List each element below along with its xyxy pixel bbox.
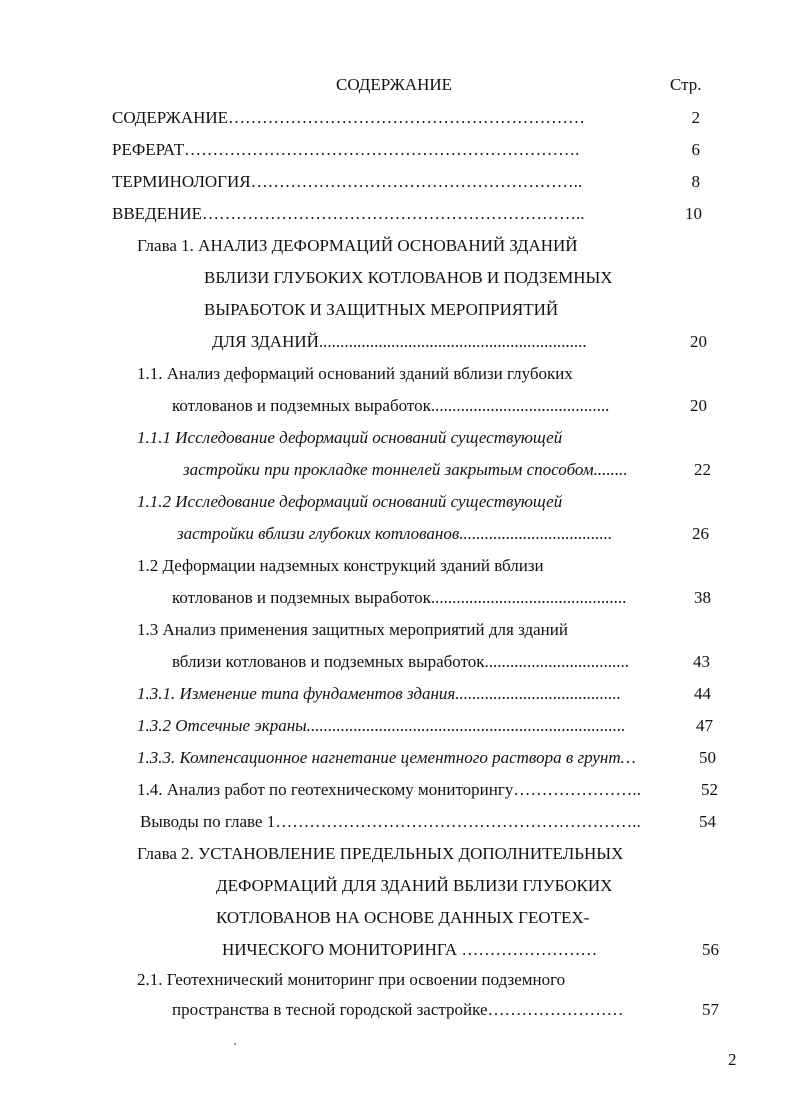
toc-entry-page: 38 xyxy=(694,588,711,607)
toc-entry-title: 1.1.1 Исследование деформаций оснований существующей xyxy=(137,428,563,447)
toc-entry-title-continued: вблизи котлованов и подземных выработок.................................. xyxy=(172,652,630,671)
toc-entry-title-continued: котлованов и подземных выработок.......................................... xyxy=(172,396,610,415)
toc-entry-title: ВВЕДЕНИЕ………………………………………………………….. xyxy=(112,204,585,223)
toc-entry-title-continued: ДЕФОРМАЦИЙ ДЛЯ ЗДАНИЙ ВБЛИЗИ ГЛУБОКИХ xyxy=(216,876,613,895)
scan-speck xyxy=(234,1043,236,1045)
toc-entry-title: 1.4. Анализ работ по геотехническому мониторингу………………….. xyxy=(137,780,641,799)
toc-entry-page: 26 xyxy=(692,524,709,543)
toc-entry-page: 50 xyxy=(699,748,716,767)
toc-entry-title-continued: застройки вблизи глубоких котлованов.................................... xyxy=(177,524,613,543)
toc-entry-page: 56 xyxy=(702,940,719,959)
toc-entry-page: 20 xyxy=(690,332,707,351)
toc-entry-title: РЕФЕРАТ……………………………………………………………. xyxy=(112,140,580,159)
toc-entry-title: 1.3.1. Изменение типа фундаментов здания....................................... xyxy=(137,684,622,703)
toc-entry-title: Глава 1. АНАЛИЗ ДЕФОРМАЦИЙ ОСНОВАНИЙ ЗДАНИЙ xyxy=(137,236,578,255)
toc-entry-title-continued: пространства в тесной городской застройке…………………… xyxy=(172,1000,624,1019)
toc-entry-title-continued: ВБЛИЗИ ГЛУБОКИХ КОТЛОВАНОВ И ПОДЗЕМНЫХ xyxy=(204,268,613,287)
toc-entry-title: Выводы по главе 1……………………………………………………….. xyxy=(140,812,641,831)
page-title: СОДЕРЖАНИЕ xyxy=(336,75,453,94)
toc-entry-page: 2 xyxy=(691,108,700,127)
toc-entry-title-continued: ВЫРАБОТОК И ЗАЩИТНЫХ МЕРОПРИЯТИЙ xyxy=(204,300,559,319)
toc-entry-page: 54 xyxy=(699,812,716,831)
toc-entry-page: 20 xyxy=(690,396,707,415)
toc-entry-title-continued: НИЧЕСКОГО МОНИТОРИНГА …………………… xyxy=(222,940,598,959)
toc-entry-title-continued: котлованов и подземных выработок.............................................. xyxy=(172,588,627,607)
toc-entry-title: 1.3.3. Компенсационное нагнетание цементного раствора в грунт… xyxy=(137,748,636,767)
toc-entry-page: 8 xyxy=(691,172,700,191)
toc-entry-title: 1.3 Анализ применения защитных мероприятий для зданий xyxy=(137,620,568,639)
toc-entry-title: СОДЕРЖАНИЕ……………………………………………………… xyxy=(112,108,586,127)
toc-entry-title: Глава 2. УСТАНОВЛЕНИЕ ПРЕДЕЛЬНЫХ ДОПОЛНИТЕЛЬНЫХ xyxy=(137,844,624,863)
toc-entry-title: ТЕРМИНОЛОГИЯ………………………………………………….. xyxy=(112,172,583,191)
toc-entry-title-continued: застройки при прокладке тоннелей закрытым способом........ xyxy=(183,460,628,479)
toc-entry-title: 1.2 Деформации надземных конструкций зданий вблизи xyxy=(137,556,544,575)
toc-entry-title: 2.1. Геотехнический мониторинг при освоении подземного xyxy=(137,970,566,989)
toc-entry-page: 22 xyxy=(694,460,711,479)
toc-entry-page: 57 xyxy=(702,1000,719,1019)
toc-entry-title-continued: ДЛЯ ЗДАНИЙ............................................................... xyxy=(212,332,587,351)
toc-entry-page: 6 xyxy=(691,140,700,159)
toc-entry-page: 10 xyxy=(685,204,702,223)
toc-entry-page: 43 xyxy=(693,652,710,671)
toc-entry-title: 1.3.2 Отсечные экраны........................................................................... xyxy=(137,716,626,735)
toc-entry-title: 1.1.2 Исследование деформаций оснований существующей xyxy=(137,492,563,511)
toc-entry-title-continued: КОТЛОВАНОВ НА ОСНОВЕ ДАННЫХ ГЕОТЕХ- xyxy=(216,908,590,927)
toc-entry-page: 47 xyxy=(696,716,713,735)
toc-entry-page: 52 xyxy=(701,780,718,799)
toc-entry-page: 44 xyxy=(694,684,711,703)
page-number: 2 xyxy=(728,1050,737,1069)
page-column-label: Стр. xyxy=(670,75,702,94)
toc-entry-title: 1.1. Анализ деформаций оснований зданий вблизи глубоких xyxy=(137,364,573,383)
